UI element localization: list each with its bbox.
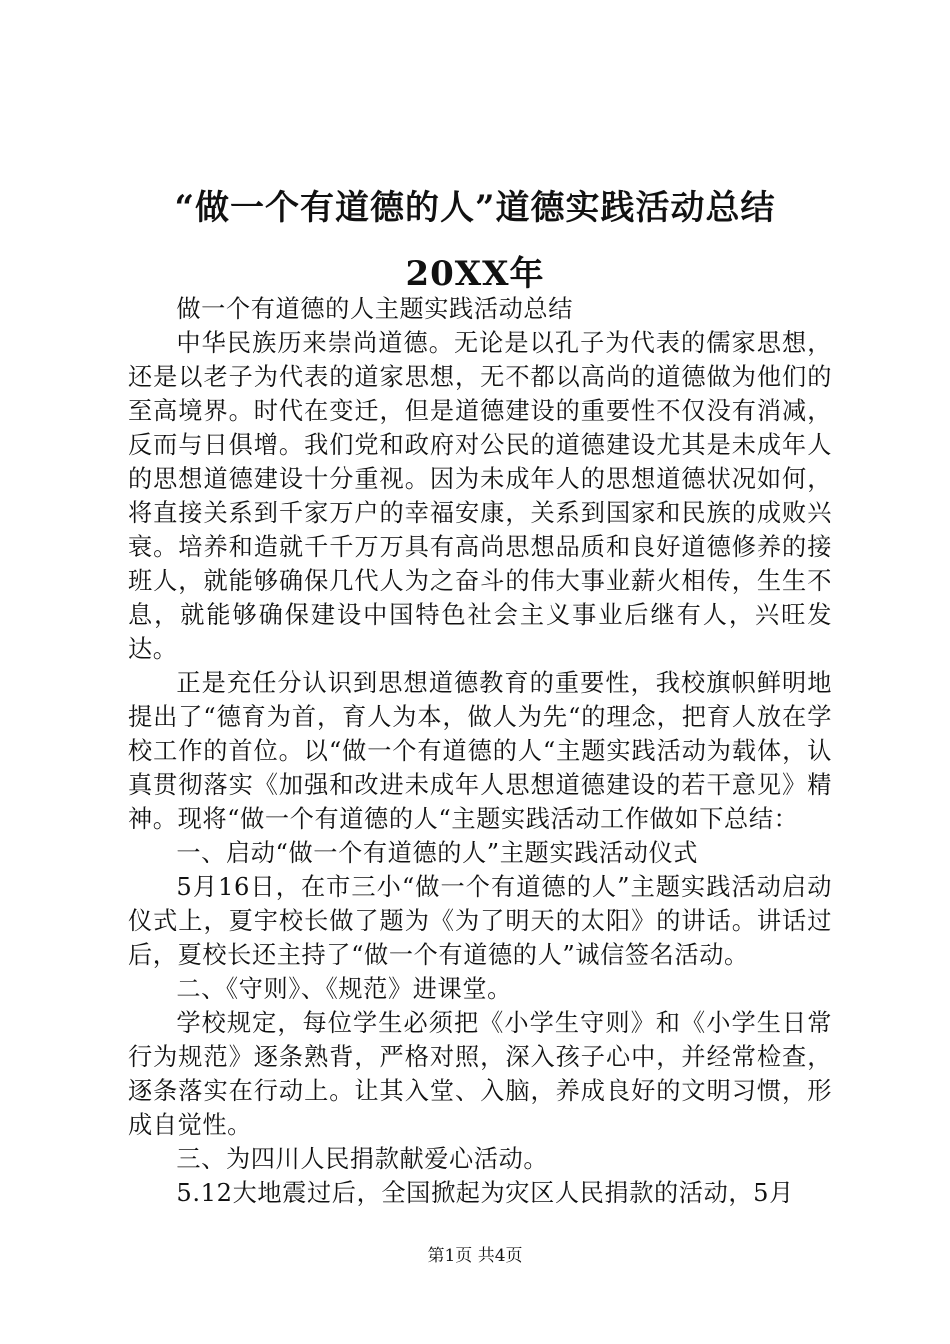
document-title-year: 20XX年 [405, 254, 545, 294]
body-paragraph: 正是充任分认识到思想道德教育的重要性，我校旗帜鲜明地提出了“德育为首，育人为本，做人为先“的理念，把育人放在学校工作的首位。以“做一个有道德的人“主题实践活动为载体，认真贯彻落实《加强和改进未成年人思想道德建设的若干意见》精神。现将“做一个有道德的人“主题实践活动工作做如下总结： [128, 669, 832, 833]
subtitle-paragraph: 做一个有道德的人主题实践活动总结 [176, 295, 573, 323]
section-heading: 二、《守则》、《规范》进课堂。 [176, 975, 512, 1003]
body-paragraph: 5月16日，在市三小“做一个有道德的人”主题实践活动启动仪式上，夏宇校长做了题为《为了明天的太阳》的讲话。讲话过后，夏校长还主持了“做一个有道德的人”诚信签名活动。 [128, 873, 832, 969]
body-paragraph: 学校规定，每位学生必须把《小学生守则》和《小学生日常行为规范》逐条熟背，严格对照，深入孩子心中，并经常检查，逐条落实在行动上。让其入堂、入脑，养成良好的文明习惯，形成自觉性。 [128, 1009, 832, 1139]
section-heading: 一、启动“做一个有道德的人”主题实践活动仪式 [176, 839, 699, 867]
document-title: “做一个有道德的人”道德实践活动总结 [174, 188, 776, 228]
document-body [128, 292, 832, 1210]
body-paragraph: 中华民族历来崇尚道德。无论是以孔子为代表的儒家思想，还是以老子为代表的道家思想，无不都以高尚的道德做为他们的至高境界。时代在变迁，但是道德建设的重要性不仅没有消减，反而与日俱增。我们党和政府对公民的道德建设尤其是未成年人的思想道德建设十分重视。因为未成年人的思想道德状况如何，将直接关系到千家万户的幸福安康，关系到国家和民族的成败兴衰。培养和造就千千万万具有高尚思想品质和良好道德修养的接班人，就能够确保几代人为之奋斗的伟大事业薪火相传，生生不息，就能够确保建设中国特色社会主义事业后继有人，兴旺发达。 [128, 329, 832, 663]
section-heading: 三、为四川人民捐款献爱心活动。 [176, 1145, 549, 1173]
body-paragraph: 5.12大地震过后，全国掀起为灾区人民捐款的活动，5月 [176, 1179, 794, 1207]
page-number-footer: 第1页 共4页 [427, 1246, 523, 1266]
